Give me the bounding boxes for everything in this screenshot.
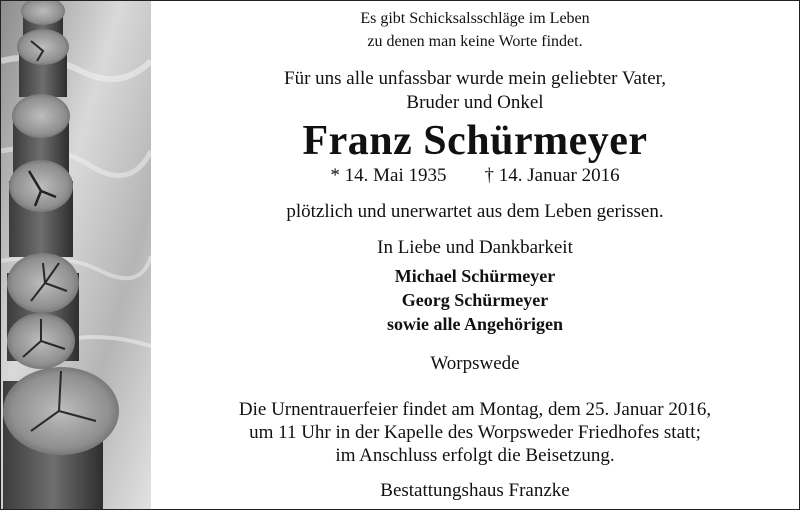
quote-line-1: Es gibt Schicksalsschläge im Leben: [360, 10, 590, 27]
wooden-posts-illustration: [1, 1, 151, 509]
post-2: [17, 29, 69, 97]
post-4: [9, 160, 73, 257]
funeral-home: Bestattungshaus Franzke: [380, 480, 570, 501]
life-dates: [151, 165, 799, 187]
post-6: [3, 367, 119, 509]
ceremony-line-1: Die Urnentrauerfeier findet am Montag, dem 25. Januar 2016,: [238, 399, 712, 420]
notice-text: [151, 1, 799, 509]
place-name: Worpswede: [430, 353, 520, 374]
deceased-name: Franz Schürmeyer: [302, 118, 648, 164]
intro-line-2: Bruder und Onkel: [406, 92, 544, 113]
death-date: † 14. Januar 2016: [484, 165, 620, 186]
mourner-name: sowie alle Angehörigen: [387, 314, 563, 334]
mourner-name: Michael Schürmeyer: [394, 266, 556, 286]
wooden-posts-photo: [1, 1, 151, 509]
mourners-intro: In Liebe und Dankbarkeit: [377, 237, 573, 258]
ceremony-line-2: um 11 Uhr in der Kapelle des Worpsweder Friedhofes statt;: [249, 422, 701, 443]
mourner-name: Georg Schürmeyer: [401, 290, 549, 310]
ceremony-line-3: im Anschluss erfolgt die Beisetzung.: [335, 445, 615, 466]
intro-line-1: Für uns alle unfassbar wurde mein geliebter Vater,: [284, 68, 666, 89]
post-7: [7, 313, 75, 369]
birth-date: * 14. Mai 1935: [330, 165, 447, 186]
circumstance-text: plötzlich und unerwartet aus dem Leben gerissen.: [286, 201, 664, 222]
quote-line-2: zu denen man keine Worte findet.: [367, 33, 583, 50]
